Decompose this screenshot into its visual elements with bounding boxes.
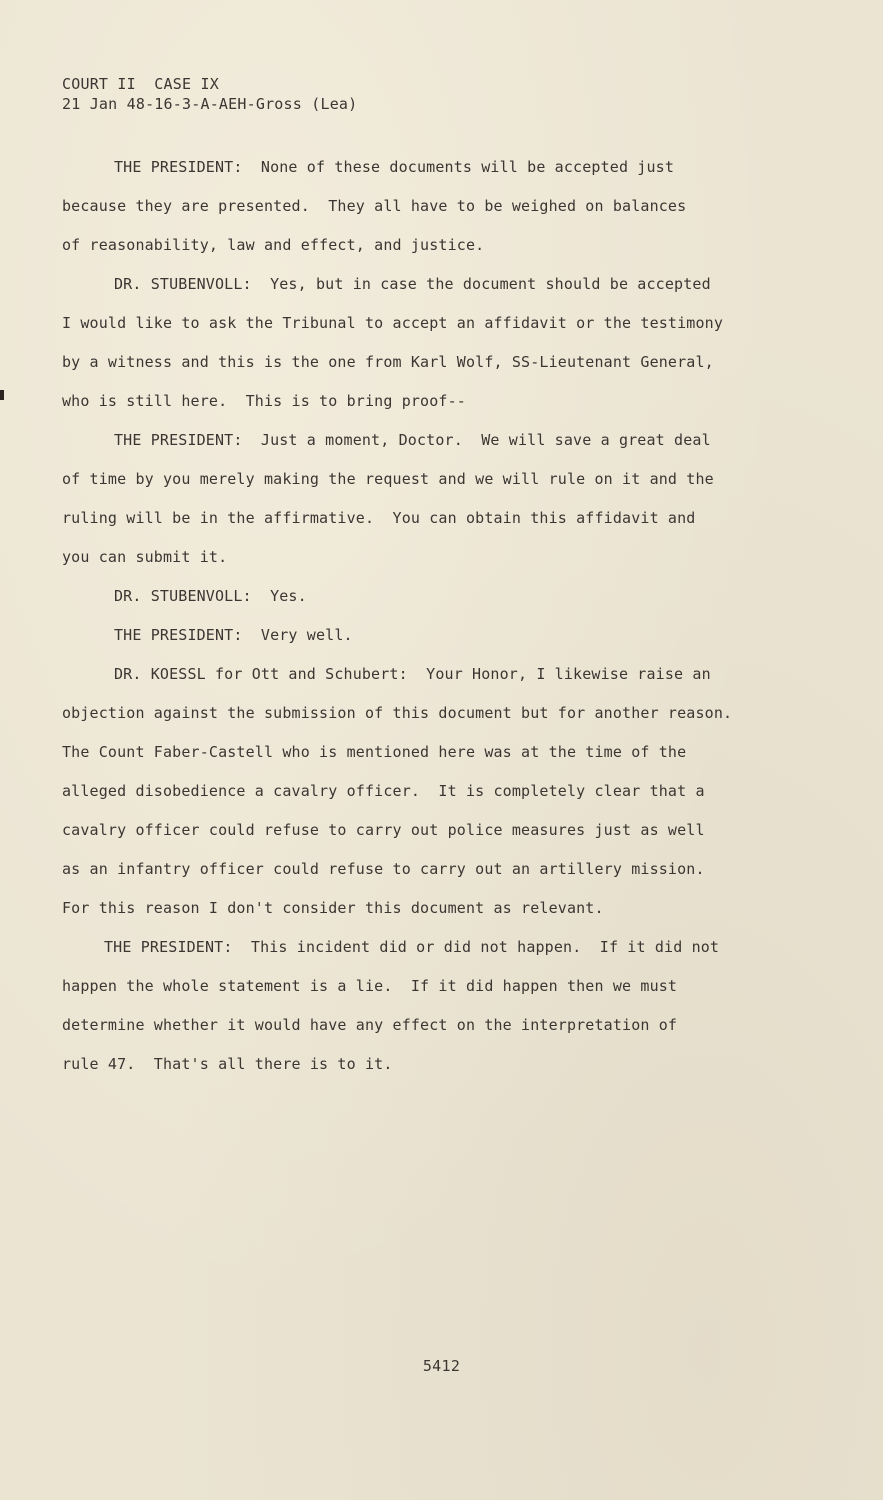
- transcript-line: cavalry officer could refuse to carry out police measures just as well: [62, 821, 705, 839]
- transcript-line: of time by you merely making the request and we will rule on it and the: [62, 470, 714, 488]
- transcript-line: For this reason I don't consider this document as relevant.: [62, 899, 604, 917]
- transcript-line: THE PRESIDENT: Very well.: [114, 626, 353, 644]
- transcript-line: I would like to ask the Tribunal to accept an affidavit or the testimony: [62, 314, 724, 332]
- transcript-line: rule 47. That's all there is to it.: [62, 1055, 393, 1073]
- transcript-line: by a witness and this is the one from Karl Wolf, SS-Lieutenant General,: [62, 353, 714, 371]
- transcript-line: as an infantry officer could refuse to carry out an artillery mission.: [62, 860, 705, 878]
- transcript-line: DR. STUBENVOLL: Yes.: [114, 587, 307, 605]
- transcript-line: alleged disobedience a cavalry officer. It is completely clear that a: [62, 782, 705, 800]
- transcript-line: THE PRESIDENT: Just a moment, Doctor. We will save a great deal: [114, 431, 711, 449]
- transcript-line: because they are presented. They all have to be weighed on balances: [62, 197, 687, 215]
- transcript-line: happen the whole statement is a lie. If it did happen then we must: [62, 977, 678, 995]
- transcript-line: of reasonability, law and effect, and justice.: [62, 236, 485, 254]
- transcript-line: you can submit it.: [62, 548, 228, 566]
- transcript-line: ruling will be in the affirmative. You can obtain this affidavit and: [62, 509, 696, 527]
- transcript-line: THE PRESIDENT: None of these documents will be accepted just: [114, 158, 675, 176]
- header-court-case: COURT II CASE IX: [62, 75, 219, 93]
- transcript-line: THE PRESIDENT: This incident did or did not happen. If it did not: [104, 938, 720, 956]
- binding-mark: [0, 390, 4, 400]
- document-header: [62, 74, 357, 114]
- transcript-line: DR. KOESSL for Ott and Schubert: Your Honor, I likewise raise an: [114, 665, 711, 683]
- page-number: 5412: [422, 1357, 461, 1375]
- transcript-line: objection against the submission of this document but for another reason.: [62, 704, 733, 722]
- transcript-line: determine whether it would have any effect on the interpretation of: [62, 1016, 678, 1034]
- transcript-line: who is still here. This is to bring proof--: [62, 392, 466, 410]
- transcript-body: [62, 148, 782, 1084]
- header-date-ref: 21 Jan 48-16-3-A-AEH-Gross (Lea): [62, 95, 358, 113]
- transcript-line: DR. STUBENVOLL: Yes, but in case the document should be accepted: [114, 275, 711, 293]
- transcript-line: The Count Faber-Castell who is mentioned here was at the time of the: [62, 743, 687, 761]
